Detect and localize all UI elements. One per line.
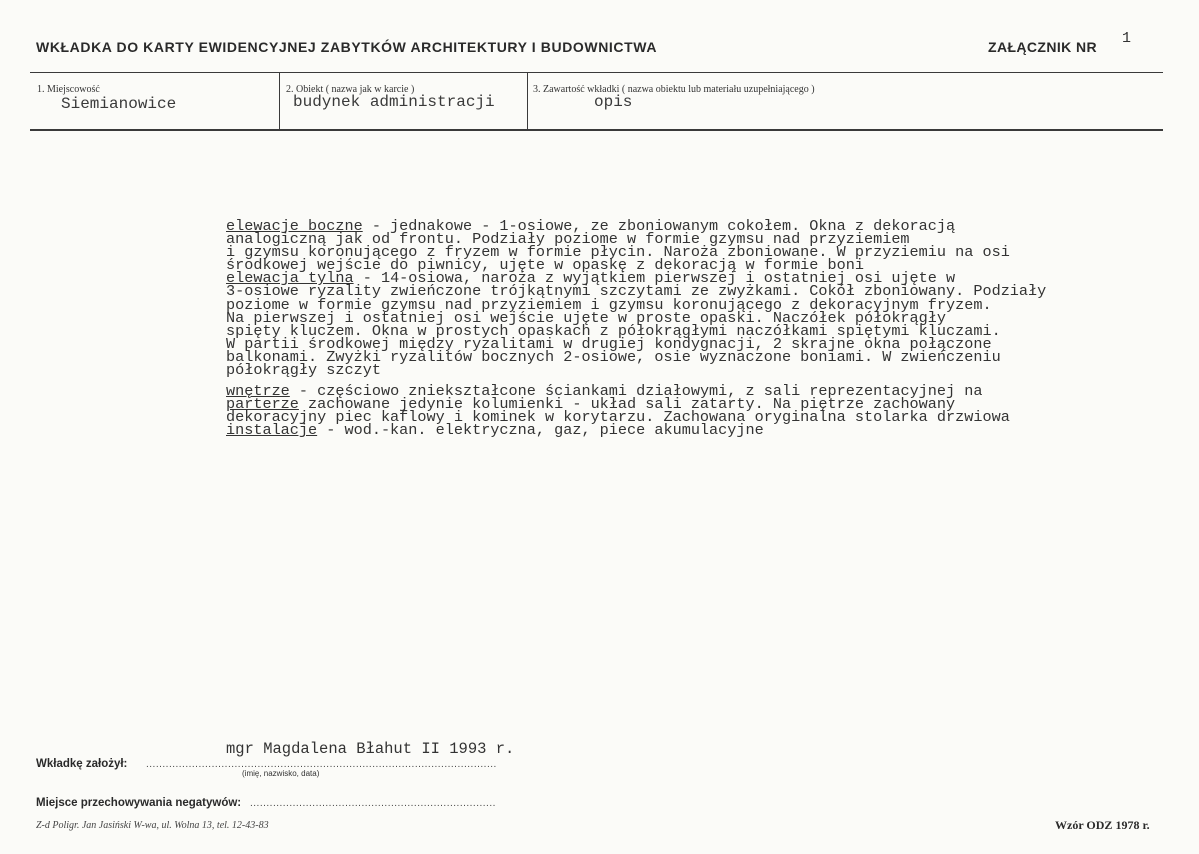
- form-title: WKŁADKA DO KARTY EWIDENCYJNEJ ZABYTKÓW ARCHITEKTURY I BUDOWNICTWA: [36, 39, 658, 55]
- text-line: wnętrze - częściowo zniekształcone ściankami działowymi, z sali reprezentacyjnej na: [226, 382, 983, 401]
- header-top-rule: [30, 72, 1163, 73]
- locality-value: Siemianowice: [61, 95, 177, 113]
- description-text: [226, 217, 1186, 440]
- text-line: i gzymsu koronującego z fryzem w formie płycin. Naroża zboniowane. W przyziemiu na osi: [226, 243, 1010, 262]
- field-divider-2: [527, 72, 528, 130]
- form-model: Wzór ODZ 1978 r.: [1055, 818, 1150, 832]
- text-line: środkowej wejście do piwnicy, ujęte w opaskę z dekoracją w formie boni: [226, 256, 864, 275]
- object-label: 2. Obiekt ( nazwa jak w karcie ): [286, 84, 415, 95]
- annex-label: ZAŁĄCZNIK NR: [988, 39, 1098, 55]
- negatives-storage-dotted-line: ...........................................................................: [250, 798, 496, 809]
- annex-number: 1: [1122, 30, 1132, 47]
- field-divider-1: [279, 72, 280, 130]
- object-value: budynek administracji: [293, 93, 495, 111]
- contents-label: 3. Zawartość wkładki ( nazwa obiektu lub materiału uzupełniającego ): [533, 84, 815, 95]
- ground-floor-word: parterze: [226, 395, 299, 414]
- text-line: instalacje - wod.-kan. elektryczna, gaz, piece akumulacyjne: [226, 421, 764, 440]
- negatives-storage-label: Miejsce przechowywania negatywów:: [36, 797, 242, 809]
- founder-label: Wkładkę założył:: [36, 758, 128, 770]
- section-heading-installations: instalacje: [226, 421, 318, 440]
- text-line: analogiczną jak od frontu. Podziały poziome w formie gzymsu nad przyziemiem: [226, 230, 910, 249]
- locality-label: 1. Miejscowość: [37, 84, 100, 95]
- text-line: dekoracyjny piec kaflowy i kominek w korytarzu. Zachowana oryginalna stolarka drzwiowa: [226, 408, 1010, 427]
- printer-imprint: Z-d Poligr. Jan Jasiński W-wa, ul. Wolna 13, tel. 12-43-83: [36, 820, 269, 831]
- section-heading-rear-elevation: elewacja tylna: [226, 269, 354, 288]
- founder-hint: (imię, nazwisko, data): [242, 769, 320, 778]
- section-heading-interior: wnętrze: [226, 382, 290, 401]
- text-line: W partii środkowej między ryzalitami w drugiej kondygnacji, 2 skrajne okna połączone: [226, 334, 992, 353]
- text-line: parterze zachowane jedynie kolumienki - układ sali zatarty. Na piętrze zachowany: [226, 395, 956, 414]
- text-line: elewacje boczne - jednakowe - 1-osiowe, ze zboniowanym cokołem. Okna z dekoracją: [226, 217, 956, 235]
- text-line: półokrągły szczyt: [226, 361, 381, 380]
- text-line: Na pierwszej i ostatniej osi wejście ujęte w proste opaski. Naczółek półokrągły: [226, 308, 947, 327]
- founder-dotted-line: ...........................................................................................................: [146, 759, 497, 770]
- founder-name-date: mgr Magdalena Błahut II 1993 r.: [226, 740, 515, 758]
- text-line: spięty kluczem. Okna w prostych opaskach z półokrągłymi naczółkami spiętymi kluczami.: [226, 321, 1001, 340]
- text-line: 3-osiowe ryzality zwieńczone trójkątnymi szczytami ze zwyżkami. Cokół zboniowany. Podziały: [226, 282, 1047, 301]
- text-line: poziome w formie gzymsu nad przyziemiem i gzymsu koronującego z dekoracyjnym fryzem.: [226, 295, 992, 314]
- header-bottom-rule: [30, 129, 1163, 131]
- text-line: elewacja tylna - 14-osiowa, naroża z wyjątkiem pierwszej i ostatniej osi ujęte w: [226, 269, 956, 288]
- text-line: balkonami. Zwyżki ryzalitów bocznych 2-osiowe, osie wyznaczone boniami. W zwieńczeniu: [226, 347, 1001, 366]
- section-heading-side-elevations: elewacje boczne: [226, 217, 363, 235]
- contents-value: opis: [594, 93, 633, 111]
